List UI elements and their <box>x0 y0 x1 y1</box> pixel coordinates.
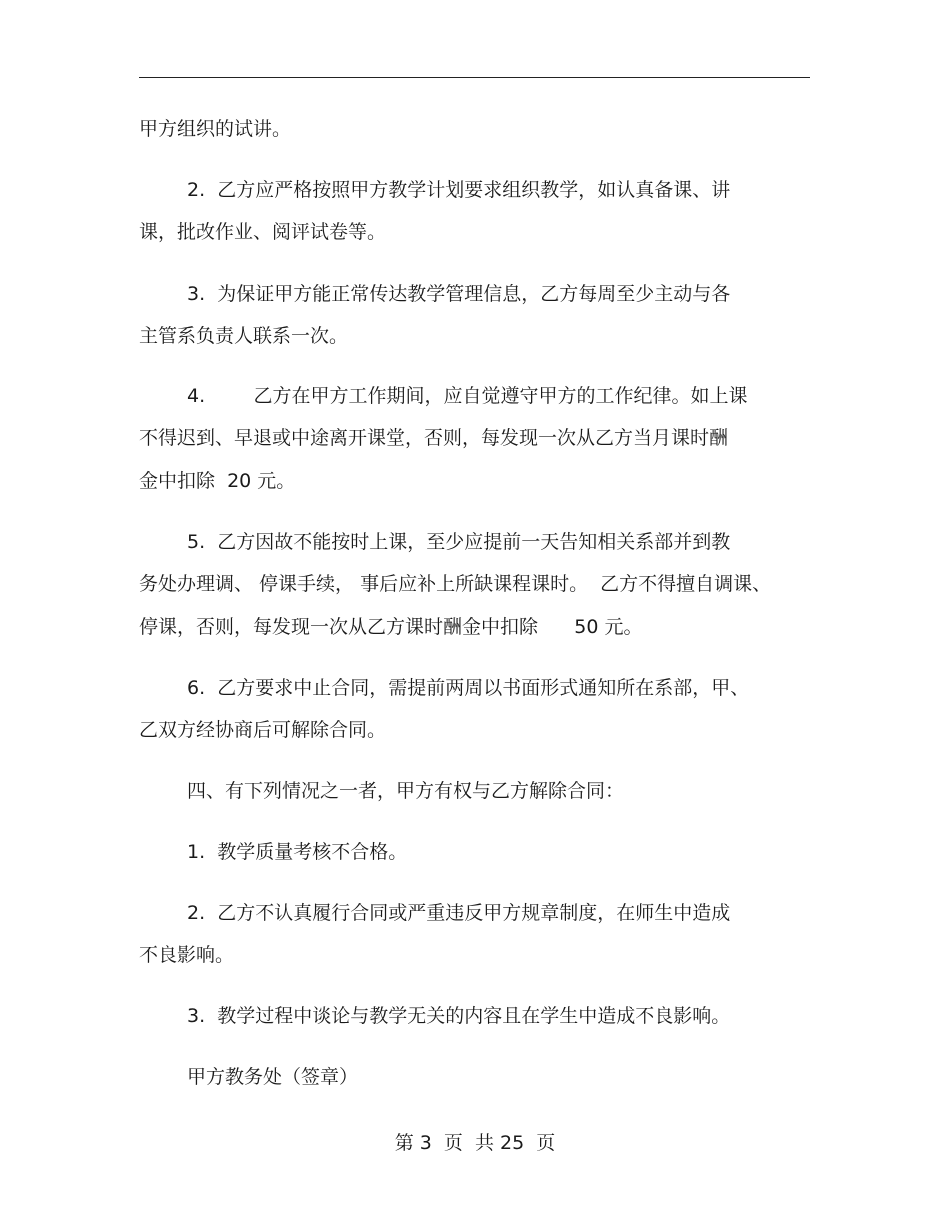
text-line: 1. 教学质量考核不合格。 <box>187 841 408 863</box>
text-line: 不得迟到、早退或中途离开课堂，否则，每发现一次从乙方当月课时酬 <box>139 427 729 449</box>
header-rule <box>139 77 810 78</box>
text-line: 务处办理调、 停课手续， 事后应补上所缺课程课时。 乙方不得擅自调课、 <box>139 573 772 595</box>
text-line: 3. 教学过程中谈论与教学无关的内容且在学生中造成不良影响。 <box>187 1005 731 1027</box>
text-line: 2. 乙方不认真履行合同或严重违反甲方规章制度，在师生中造成 <box>187 902 731 924</box>
text-line: 6. 乙方要求中止合同，需提前两周以书面形式通知所在系部，甲、 <box>187 677 750 699</box>
text-line: 不良影响。 <box>139 944 235 966</box>
signature-line: 甲方教务处（签章） <box>187 1066 359 1088</box>
text-line: 5. 乙方因故不能按时上课，至少应提前一天告知相关系部并到教 <box>187 531 731 553</box>
text-line: 2. 乙方应严格按照甲方教学计划要求组织教学，如认真备课、讲 <box>187 179 731 201</box>
text-line: 课，批改作业、阅评试卷等。 <box>139 221 387 243</box>
text-line: 停课，否则，每发现一次从乙方课时酬金中扣除 50 元。 <box>139 616 643 638</box>
section-heading: 四、有下列情况之一者，甲方有权与乙方解除合同： <box>187 780 625 802</box>
text-line: 金中扣除 20 元。 <box>139 470 296 492</box>
text-line: 甲方组织的试讲。 <box>139 118 292 140</box>
text-line: 乙双方经协商后可解除合同。 <box>139 719 387 741</box>
text-line: 3. 为保证甲方能正常传达教学管理信息，乙方每周至少主动与各 <box>187 283 731 305</box>
page-footer: 第 3 页 共 25 页 <box>394 1132 556 1154</box>
text-line: 4. 乙方在甲方工作期间，应自觉遵守甲方的工作纪律。如上课 <box>187 385 748 407</box>
text-line: 主管系负责人联系一次。 <box>139 325 349 347</box>
